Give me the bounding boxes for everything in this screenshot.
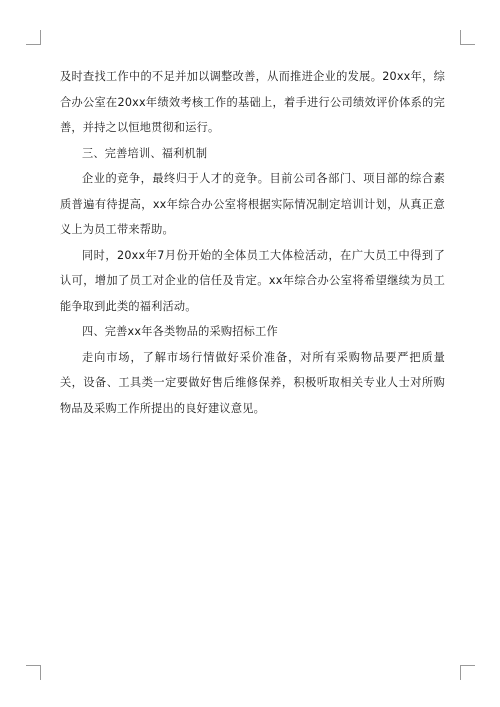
document-body <box>60 64 445 421</box>
paragraph-health-checkup: 同时，20xx年7月份开始的全体员工大体检活动，在广大员工中得到了认可，增加了员工对企业的信任及肯定。xx年综合办公室将希望继续为员工能争取到此类的福利活动。 <box>60 248 445 313</box>
crop-mark-top-left <box>26 30 41 45</box>
crop-mark-bottom-left <box>26 665 41 680</box>
paragraph-performance-system: 及时查找工作中的不足并加以调整改善，从而推进企业的发展。20xx年，综合办公室在20xx年绩效考核工作的基础上，着手进行公司绩效评价体系的完善，并持之以恒地贯彻和运行。 <box>60 70 445 134</box>
crop-mark-bottom-right <box>460 665 475 680</box>
section-heading-training-welfare: 三、完善培训、福利机制 <box>82 146 208 160</box>
section-heading-procurement: 四、完善xx年各类物品的采购招标工作 <box>82 325 278 338</box>
crop-mark-top-right <box>460 30 475 45</box>
paragraph-market-procurement: 走向市场，了解市场行情做好采价准备，对所有采购物品要严把质量关，设备、工具类一定要做好售后维修保养，积极听取相关专业人士对所购物品及采购工作所提出的良好建议意见。 <box>60 350 445 415</box>
paragraph-talent-competition: 企业的竞争，最终归于人才的竞争。目前公司各部门、项目部的综合素质普遍有待提高，xx年综合办公室将根据实际情况制定培训计划，从真正意义上为员工带来帮助。 <box>60 172 445 236</box>
